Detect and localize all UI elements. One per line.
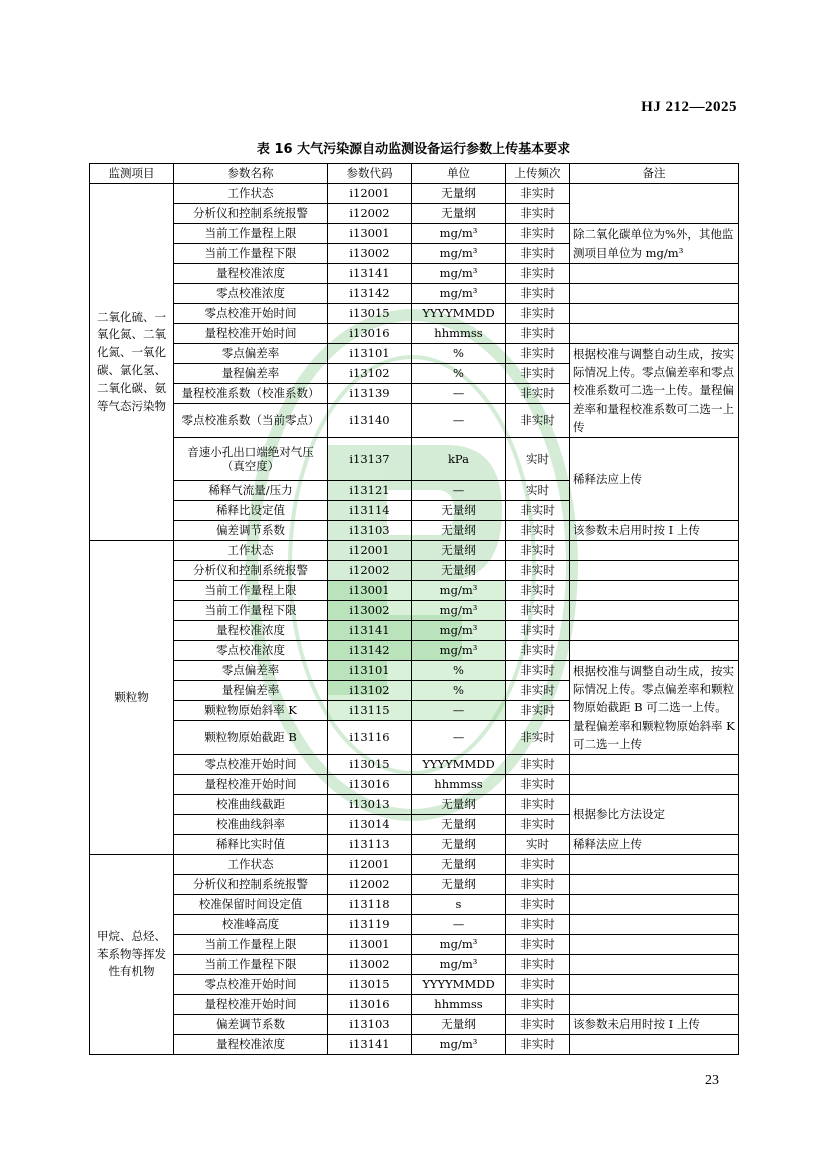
param-unit: % bbox=[412, 364, 506, 384]
param-code: i12002 bbox=[328, 875, 412, 895]
remark-cell: 除二氧化碳单位为%外，其他监测项目单位为 mg/m³ bbox=[570, 224, 739, 264]
table-row bbox=[90, 184, 739, 204]
param-code: i12001 bbox=[328, 184, 412, 204]
table-row bbox=[90, 875, 739, 895]
param-name: 当前工作量程上限 bbox=[174, 224, 328, 244]
table-row bbox=[90, 755, 739, 775]
param-unit: 无量纲 bbox=[412, 561, 506, 581]
param-unit: 无量纲 bbox=[412, 815, 506, 835]
monitoring-item: 甲烷、总烃、苯系物等挥发性有机物 bbox=[90, 855, 174, 1055]
remark-cell bbox=[570, 1035, 739, 1055]
table-row bbox=[90, 581, 739, 601]
param-code: i13016 bbox=[328, 775, 412, 795]
upload-frequency: 非实时 bbox=[506, 855, 570, 875]
param-code: i13137 bbox=[328, 438, 412, 481]
upload-frequency: 非实时 bbox=[506, 204, 570, 224]
param-name: 量程校准浓度 bbox=[174, 621, 328, 641]
remark-cell: 根据参比方法设定 bbox=[570, 795, 739, 835]
param-name: 校准保留时间设定值 bbox=[174, 895, 328, 915]
param-unit: — bbox=[412, 915, 506, 935]
monitoring-item: 颗粒物 bbox=[90, 541, 174, 855]
param-code: i13119 bbox=[328, 915, 412, 935]
upload-frequency: 非实时 bbox=[506, 775, 570, 795]
table-row bbox=[90, 661, 739, 681]
param-unit: mg/m³ bbox=[412, 955, 506, 975]
param-code: i13015 bbox=[328, 975, 412, 995]
upload-frequency: 非实时 bbox=[506, 304, 570, 324]
param-unit: — bbox=[412, 384, 506, 404]
upload-frequency: 非实时 bbox=[506, 975, 570, 995]
param-name: 当前工作量程下限 bbox=[174, 955, 328, 975]
param-unit: mg/m³ bbox=[412, 1035, 506, 1055]
param-unit: 无量纲 bbox=[412, 541, 506, 561]
document-code: HJ 212—2025 bbox=[641, 99, 737, 115]
remark-cell bbox=[570, 775, 739, 795]
upload-frequency: 非实时 bbox=[506, 1035, 570, 1055]
table-row bbox=[90, 935, 739, 955]
param-unit: hhmmss bbox=[412, 324, 506, 344]
param-name: 零点偏差率 bbox=[174, 344, 328, 364]
param-code: i13001 bbox=[328, 935, 412, 955]
param-code: i13015 bbox=[328, 304, 412, 324]
upload-frequency: 非实时 bbox=[506, 244, 570, 264]
param-unit: 无量纲 bbox=[412, 204, 506, 224]
param-unit: hhmmss bbox=[412, 995, 506, 1015]
table-row bbox=[90, 1015, 739, 1035]
remark-cell bbox=[570, 975, 739, 995]
table-row bbox=[90, 955, 739, 975]
param-name: 量程校准浓度 bbox=[174, 264, 328, 284]
param-code: i13116 bbox=[328, 721, 412, 755]
param-name: 校准峰高度 bbox=[174, 915, 328, 935]
param-unit: mg/m³ bbox=[412, 224, 506, 244]
upload-frequency: 非实时 bbox=[506, 324, 570, 344]
upload-frequency: 非实时 bbox=[506, 364, 570, 384]
upload-frequency: 非实时 bbox=[506, 815, 570, 835]
param-code: i13113 bbox=[328, 835, 412, 855]
upload-frequency: 非实时 bbox=[506, 1015, 570, 1035]
param-code: i13013 bbox=[328, 795, 412, 815]
param-code: i13142 bbox=[328, 641, 412, 661]
header-param-code: 参数代码 bbox=[328, 164, 412, 184]
param-name: 校准曲线斜率 bbox=[174, 815, 328, 835]
param-name: 量程校准开始时间 bbox=[174, 995, 328, 1015]
monitoring-item: 二氧化硫、一氧化氮、二氧化氮、一氧化碳、氯化氢、二氧化碳、氨等气态污染物 bbox=[90, 184, 174, 541]
param-code: i13121 bbox=[328, 481, 412, 501]
param-name: 工作状态 bbox=[174, 541, 328, 561]
remark-cell bbox=[570, 755, 739, 775]
remark-cell bbox=[570, 875, 739, 895]
param-code: i13001 bbox=[328, 224, 412, 244]
upload-frequency: 非实时 bbox=[506, 184, 570, 204]
param-name: 零点偏差率 bbox=[174, 661, 328, 681]
remark-cell: 根据校准与调整自动生成，按实际情况上传。零点偏差率和颗粒物原始截距 B 可二选一上传。量程偏差率和颗粒物原始斜率 K 可二选一上传 bbox=[570, 661, 739, 755]
table-row bbox=[90, 855, 739, 875]
param-unit: 无量纲 bbox=[412, 855, 506, 875]
remark-cell bbox=[570, 601, 739, 621]
param-unit: 无量纲 bbox=[412, 875, 506, 895]
remark-cell: 该参数未启用时按 I 上传 bbox=[570, 521, 739, 541]
table-row bbox=[90, 641, 739, 661]
param-code: i13015 bbox=[328, 755, 412, 775]
param-name: 分析仪和控制系统报警 bbox=[174, 561, 328, 581]
param-unit: % bbox=[412, 661, 506, 681]
remark-cell bbox=[570, 284, 739, 304]
upload-frequency: 非实时 bbox=[506, 661, 570, 681]
upload-frequency: 非实时 bbox=[506, 875, 570, 895]
param-code: i13139 bbox=[328, 384, 412, 404]
upload-frequency: 非实时 bbox=[506, 721, 570, 755]
param-name: 零点校准开始时间 bbox=[174, 304, 328, 324]
param-name: 偏差调节系数 bbox=[174, 521, 328, 541]
param-name: 颗粒物原始截距 B bbox=[174, 721, 328, 755]
param-unit: mg/m³ bbox=[412, 935, 506, 955]
table-row bbox=[90, 561, 739, 581]
upload-frequency: 非实时 bbox=[506, 541, 570, 561]
table-row bbox=[90, 995, 739, 1015]
param-code: i13016 bbox=[328, 324, 412, 344]
param-name: 分析仪和控制系统报警 bbox=[174, 875, 328, 895]
param-code: i13102 bbox=[328, 681, 412, 701]
param-code: i13103 bbox=[328, 521, 412, 541]
param-unit: — bbox=[412, 481, 506, 501]
param-unit: 无量纲 bbox=[412, 184, 506, 204]
param-name: 工作状态 bbox=[174, 855, 328, 875]
param-code: i13016 bbox=[328, 995, 412, 1015]
param-code: i13140 bbox=[328, 404, 412, 438]
remark-cell bbox=[570, 641, 739, 661]
param-name: 稀释比设定值 bbox=[174, 501, 328, 521]
upload-frequency: 非实时 bbox=[506, 755, 570, 775]
param-unit: 无量纲 bbox=[412, 795, 506, 815]
param-name: 量程校准开始时间 bbox=[174, 324, 328, 344]
param-unit: 无量纲 bbox=[412, 835, 506, 855]
param-code: i13101 bbox=[328, 344, 412, 364]
param-name: 稀释气流量/压力 bbox=[174, 481, 328, 501]
upload-frequency: 非实时 bbox=[506, 955, 570, 975]
table-row bbox=[90, 521, 739, 541]
table-row bbox=[90, 601, 739, 621]
parameter-table bbox=[89, 163, 739, 1055]
param-name: 音速小孔出口端绝对气压（真空度） bbox=[174, 438, 328, 481]
remark-cell bbox=[570, 581, 739, 601]
param-unit: mg/m³ bbox=[412, 621, 506, 641]
table-row bbox=[90, 284, 739, 304]
upload-frequency: 非实时 bbox=[506, 795, 570, 815]
param-unit: 无量纲 bbox=[412, 1015, 506, 1035]
upload-frequency: 实时 bbox=[506, 438, 570, 481]
param-code: i12001 bbox=[328, 855, 412, 875]
param-name: 零点校准浓度 bbox=[174, 641, 328, 661]
param-name: 当前工作量程下限 bbox=[174, 601, 328, 621]
param-unit: 无量纲 bbox=[412, 521, 506, 541]
header-param-name: 参数名称 bbox=[174, 164, 328, 184]
param-name: 量程校准浓度 bbox=[174, 1035, 328, 1055]
table-row bbox=[90, 324, 739, 344]
upload-frequency: 非实时 bbox=[506, 681, 570, 701]
table-row bbox=[90, 621, 739, 641]
param-unit: mg/m³ bbox=[412, 284, 506, 304]
remark-cell bbox=[570, 264, 739, 284]
upload-frequency: 非实时 bbox=[506, 935, 570, 955]
upload-frequency: 实时 bbox=[506, 481, 570, 501]
param-code: i13102 bbox=[328, 364, 412, 384]
param-unit: — bbox=[412, 701, 506, 721]
table-row bbox=[90, 344, 739, 364]
remark-cell: 稀释法应上传 bbox=[570, 835, 739, 855]
table-row bbox=[90, 835, 739, 855]
param-name: 偏差调节系数 bbox=[174, 1015, 328, 1035]
header-unit: 单位 bbox=[412, 164, 506, 184]
page-number: 23 bbox=[705, 1073, 719, 1088]
upload-frequency: 非实时 bbox=[506, 284, 570, 304]
param-name: 量程校准系数（校准系数） bbox=[174, 384, 328, 404]
param-unit: mg/m³ bbox=[412, 581, 506, 601]
upload-frequency: 实时 bbox=[506, 835, 570, 855]
remark-cell bbox=[570, 955, 739, 975]
remark-cell bbox=[570, 561, 739, 581]
param-unit: % bbox=[412, 681, 506, 701]
table-row bbox=[90, 304, 739, 324]
table-caption: 表 16 大气污染源自动监测设备运行参数上传基本要求 bbox=[256, 142, 571, 157]
param-code: i12002 bbox=[328, 204, 412, 224]
param-code: i13115 bbox=[328, 701, 412, 721]
upload-frequency: 非实时 bbox=[506, 641, 570, 661]
remark-cell: 根据校准与调整自动生成，按实际情况上传。零点偏差率和零点校准系数可二选一上传。量程偏差率和量程校准系数可二选一上传 bbox=[570, 344, 739, 438]
param-code: i13002 bbox=[328, 601, 412, 621]
remark-cell bbox=[570, 895, 739, 915]
param-name: 工作状态 bbox=[174, 184, 328, 204]
table-header-row bbox=[90, 164, 739, 184]
upload-frequency: 非实时 bbox=[506, 601, 570, 621]
upload-frequency: 非实时 bbox=[506, 915, 570, 935]
upload-frequency: 非实时 bbox=[506, 581, 570, 601]
param-name: 颗粒物原始斜率 K bbox=[174, 701, 328, 721]
header-remark: 备注 bbox=[570, 164, 739, 184]
remark-cell: 稀释法应上传 bbox=[570, 438, 739, 521]
remark-cell bbox=[570, 324, 739, 344]
upload-frequency: 非实时 bbox=[506, 404, 570, 438]
remark-cell bbox=[570, 995, 739, 1015]
param-code: i13118 bbox=[328, 895, 412, 915]
param-name: 零点校准系数（当前零点） bbox=[174, 404, 328, 438]
param-unit: 无量纲 bbox=[412, 501, 506, 521]
remark-cell: 该参数未启用时按 I 上传 bbox=[570, 1015, 739, 1035]
param-name: 当前工作量程上限 bbox=[174, 581, 328, 601]
param-code: i13114 bbox=[328, 501, 412, 521]
upload-frequency: 非实时 bbox=[506, 224, 570, 244]
remark-cell bbox=[570, 304, 739, 324]
param-code: i13141 bbox=[328, 1035, 412, 1055]
param-name: 稀释比实时值 bbox=[174, 835, 328, 855]
param-code: i13142 bbox=[328, 284, 412, 304]
param-name: 量程偏差率 bbox=[174, 681, 328, 701]
param-unit: YYYYMMDD bbox=[412, 755, 506, 775]
remark-cell bbox=[570, 184, 739, 224]
param-code: i13002 bbox=[328, 955, 412, 975]
param-code: i13002 bbox=[328, 244, 412, 264]
table-row bbox=[90, 541, 739, 561]
param-name: 零点校准开始时间 bbox=[174, 975, 328, 995]
param-code: i13141 bbox=[328, 621, 412, 641]
remark-cell bbox=[570, 855, 739, 875]
param-code: i12001 bbox=[328, 541, 412, 561]
upload-frequency: 非实时 bbox=[506, 264, 570, 284]
upload-frequency: 非实时 bbox=[506, 384, 570, 404]
table-row bbox=[90, 438, 739, 481]
param-unit: % bbox=[412, 344, 506, 364]
param-name: 零点校准浓度 bbox=[174, 284, 328, 304]
param-unit: mg/m³ bbox=[412, 601, 506, 621]
remark-cell bbox=[570, 541, 739, 561]
param-unit: mg/m³ bbox=[412, 264, 506, 284]
param-code: i13103 bbox=[328, 1015, 412, 1035]
table-row bbox=[90, 264, 739, 284]
param-unit: YYYYMMDD bbox=[412, 304, 506, 324]
table-row bbox=[90, 224, 739, 244]
param-name: 校准曲线截距 bbox=[174, 795, 328, 815]
param-name: 量程校准开始时间 bbox=[174, 775, 328, 795]
param-unit: — bbox=[412, 404, 506, 438]
param-code: i13001 bbox=[328, 581, 412, 601]
param-unit: hhmmss bbox=[412, 775, 506, 795]
param-name: 当前工作量程上限 bbox=[174, 935, 328, 955]
table-row bbox=[90, 775, 739, 795]
remark-cell bbox=[570, 915, 739, 935]
param-unit: YYYYMMDD bbox=[412, 975, 506, 995]
param-code: i13141 bbox=[328, 264, 412, 284]
param-code: i12002 bbox=[328, 561, 412, 581]
upload-frequency: 非实时 bbox=[506, 995, 570, 1015]
upload-frequency: 非实时 bbox=[506, 501, 570, 521]
header-frequency: 上传频次 bbox=[506, 164, 570, 184]
table-row bbox=[90, 915, 739, 935]
table-row bbox=[90, 795, 739, 815]
upload-frequency: 非实时 bbox=[506, 701, 570, 721]
param-name: 当前工作量程下限 bbox=[174, 244, 328, 264]
upload-frequency: 非实时 bbox=[506, 895, 570, 915]
param-unit: s bbox=[412, 895, 506, 915]
header-item: 监测项目 bbox=[90, 164, 174, 184]
param-unit: mg/m³ bbox=[412, 244, 506, 264]
param-unit: kPa bbox=[412, 438, 506, 481]
upload-frequency: 非实时 bbox=[506, 561, 570, 581]
param-unit: mg/m³ bbox=[412, 641, 506, 661]
param-name: 分析仪和控制系统报警 bbox=[174, 204, 328, 224]
table-row bbox=[90, 975, 739, 995]
table-row bbox=[90, 895, 739, 915]
upload-frequency: 非实时 bbox=[506, 521, 570, 541]
upload-frequency: 非实时 bbox=[506, 621, 570, 641]
param-unit: — bbox=[412, 721, 506, 755]
upload-frequency: 非实时 bbox=[506, 344, 570, 364]
param-code: i13014 bbox=[328, 815, 412, 835]
param-code: i13101 bbox=[328, 661, 412, 681]
param-name: 量程偏差率 bbox=[174, 364, 328, 384]
param-name: 零点校准开始时间 bbox=[174, 755, 328, 775]
table-row bbox=[90, 1035, 739, 1055]
remark-cell bbox=[570, 935, 739, 955]
remark-cell bbox=[570, 621, 739, 641]
